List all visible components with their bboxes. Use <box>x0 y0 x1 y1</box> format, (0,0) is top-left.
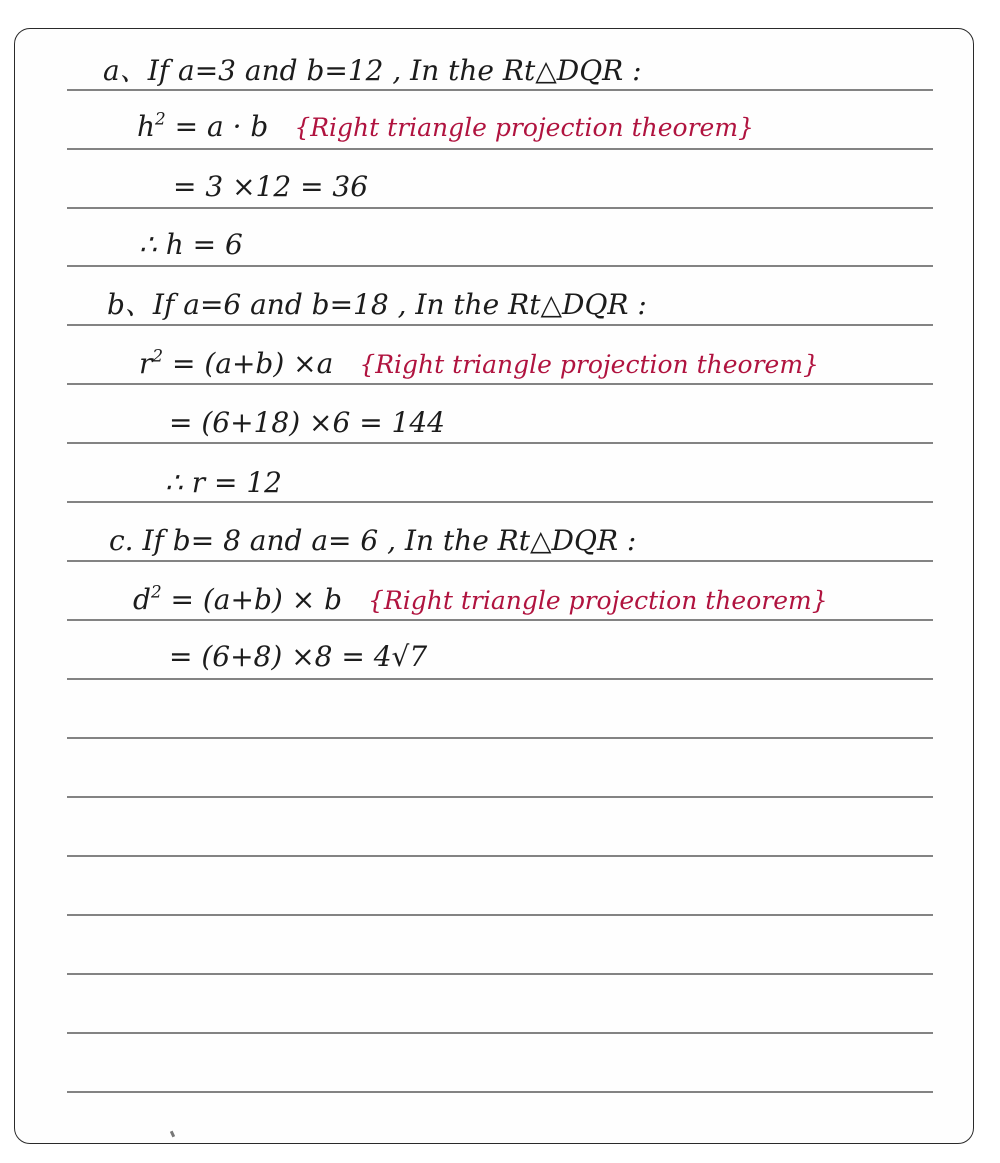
part-a-theorem-note: {Right triangle projection theorem} <box>294 113 754 142</box>
part-b-equation-2: = (6+18) ×6 = 144 <box>169 406 445 439</box>
part-c-eq1-exponent: 2 <box>150 581 162 602</box>
part-b-eq1-exponent: 2 <box>152 345 164 366</box>
part-a-eq1-rhs: = a · b <box>165 110 269 143</box>
part-b-theorem-note: {Right triangle projection theorem} <box>359 350 819 379</box>
part-a-equation-1 <box>137 108 754 143</box>
part-c-eq1-rhs: = (a+b) × b <box>161 583 342 616</box>
part-b-equation-1 <box>139 345 819 380</box>
part-c-eq1-lhs: d <box>133 583 151 616</box>
part-a-eq1-exponent: 2 <box>155 108 166 129</box>
part-c-equation-1 <box>133 581 828 616</box>
part-b-eq1-rhs: = (a+b) ×a <box>163 347 334 380</box>
part-a-conclusion: ∴ h = 6 <box>139 228 243 261</box>
part-b-header: b、If a=6 and b=18 , In the Rt△DQR : <box>107 288 647 321</box>
part-a-equation-2: = 3 ×12 = 36 <box>173 170 369 203</box>
part-b-eq1-lhs: r <box>139 347 153 380</box>
part-c-header: c. If b= 8 and a= 6 , In the Rt△DQR : <box>109 524 637 557</box>
part-c-equation-2: = (6+8) ×8 = 4√7 <box>169 640 428 673</box>
notebook-page <box>14 28 974 1144</box>
part-a-header: a、If a=3 and b=12 , In the Rt△DQR : <box>103 54 642 87</box>
part-a-eq1-lhs: h <box>137 110 156 143</box>
part-c-theorem-note: {Right triangle projection theorem} <box>368 586 828 615</box>
part-b-conclusion: ∴ r = 12 <box>165 466 282 499</box>
